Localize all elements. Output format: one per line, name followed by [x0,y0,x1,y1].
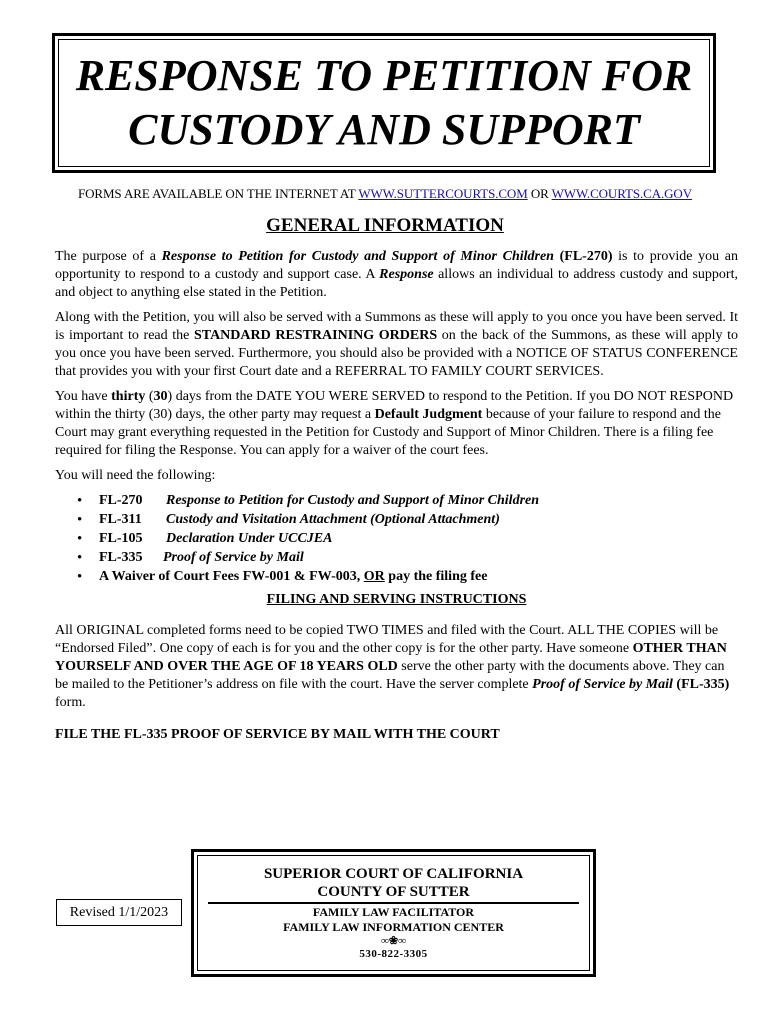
list-item [99,530,738,549]
form-code: FL-270 [99,493,143,508]
form-code: FL-311 [99,512,142,527]
court-box-inner-border [197,855,590,971]
summons-paragraph [55,309,738,381]
text: All ORIGINAL completed forms need to be copied TWO TIMES and filed with the Court. ALL THE COPIES will be “Endorsed Filed”. One copy of each is for you and the other copy is for the other party. Have someone [55,623,719,656]
server-age-emphasis: OTHER THAN YOURSELF AND OVER THE AGE OF 18 YEARS OLD [55,641,727,674]
forms-notice-prefix: FORMS ARE AVAILABLE ON THE INTERNET AT [77,186,359,201]
general-information-heading: GENERAL INFORMATION [266,215,504,236]
waiver-text: A Waiver of Court Fees FW-001 & FW-003, [99,569,364,584]
ornament-icon: ∞❀∞ [381,935,406,947]
list-item [99,568,738,587]
filing-instructions-heading: FILING AND SERVING INSTRUCTIONS [266,592,527,607]
form-code: FL-335 [99,550,143,565]
deadline-paragraph [55,388,738,460]
court-name [198,865,589,901]
text: because of your failure to respond and the Court may grant everything requested in the Petition for Custody and Support of Minor Children. There is a filing fee required for filing the Response. You can apply for a waiver of the court fees. [55,407,722,458]
text: Along with the Petition, you will also be served with a Summons as these will apply to you once you have been served. It is important to read the [55,310,738,343]
form-description: Custody and Visitation Attachment (Optional Attachment) [166,512,500,527]
restraining-orders-emphasis: STANDARD RESTRAINING ORDERS [193,328,438,343]
waiver-text-end: pay the filing fee [384,569,488,584]
form-code: FL-105 [99,531,143,546]
forms-notice-or: OR [527,186,552,201]
form-description: Declaration Under UCCJEA [166,531,333,546]
form-title-emphasis: Response to Petition for Custody and Support of Minor Children [161,249,554,264]
phone-number: 530-822-3305 [359,948,428,960]
default-judgment-emphasis: Default Judgment [374,407,483,422]
title-box [52,33,716,173]
needs-label: You will need the following: [55,468,216,483]
text: The purpose of a [55,249,162,264]
thirty-emphasis: thirty [111,389,146,404]
form-description: Response to Petition for Custody and Support of Minor Children [166,493,540,508]
text: form. [55,695,86,710]
text: ) days from the DATE YOU WERE SERVED to respond to the Petition. If you DO NOT RESPOND within the thirty (30) days, the other party may request a [55,389,734,422]
title-box-inner-border [58,39,710,167]
text: You have [55,389,112,404]
list-item [99,492,738,511]
court-name-line-1: SUPERIOR COURT OF CALIFORNIA [263,866,524,882]
file-with-court-instruction: FILE THE FL-335 PROOF OF SERVICE BY MAIL WITH THE COURT [55,727,500,742]
proof-of-service-emphasis: Proof of Service by Mail [532,677,673,692]
list-item [99,511,738,530]
text: on the back of the Summons, as these will apply to you once you have been served. Furthermore, you should also be provided with a NOTICE OF STATUS CONFERENCE that provides you with your first Court date and a REFERRAL TO FAMILY COURT SERVICES. [55,328,738,379]
form-number: (FL-270) [559,249,613,264]
title-line-2: CUSTODY AND SUPPORT [128,105,640,154]
text: serve the other party with the documents above. They can be mailed to the Petitioner’s address on file with the court. Have the server complete [55,659,725,692]
text: is to provide you an opportunity to respond to a custody and support case. A [55,249,738,282]
court-name-line-2: COUNTY OF SUTTER [317,884,470,900]
text: allows an individual to address custody and support, and object to anything else stated in the Petition. [55,267,738,300]
thirty-number-emphasis: 30 [153,389,168,404]
required-forms-list [55,492,738,587]
suttercourts-link[interactable]: WWW.SUTTERCOURTS.COM [358,186,528,201]
filing-paragraph [55,622,738,712]
document-body [55,248,738,751]
courts-ca-gov-link[interactable]: WWW.COURTS.CA.GOV [551,186,693,201]
form-number: (FL-335) [676,677,730,692]
facilitator-line: FAMILY LAW FACILITATOR [312,905,475,919]
divider [208,902,579,904]
revision-date-box: Revised 1/1/2023 [56,899,182,926]
court-info-box [191,849,596,977]
information-center-line: FAMILY LAW INFORMATION CENTER [283,920,504,934]
title-line-1: RESPONSE TO PETITION FOR [75,51,693,100]
list-item [99,549,738,568]
purpose-paragraph [55,248,738,302]
response-emphasis: Response [379,267,434,282]
text: ( [145,389,154,404]
forms-availability-notice [0,186,770,202]
waiver-or: OR [363,569,385,584]
form-description: Proof of Service by Mail [163,550,304,565]
